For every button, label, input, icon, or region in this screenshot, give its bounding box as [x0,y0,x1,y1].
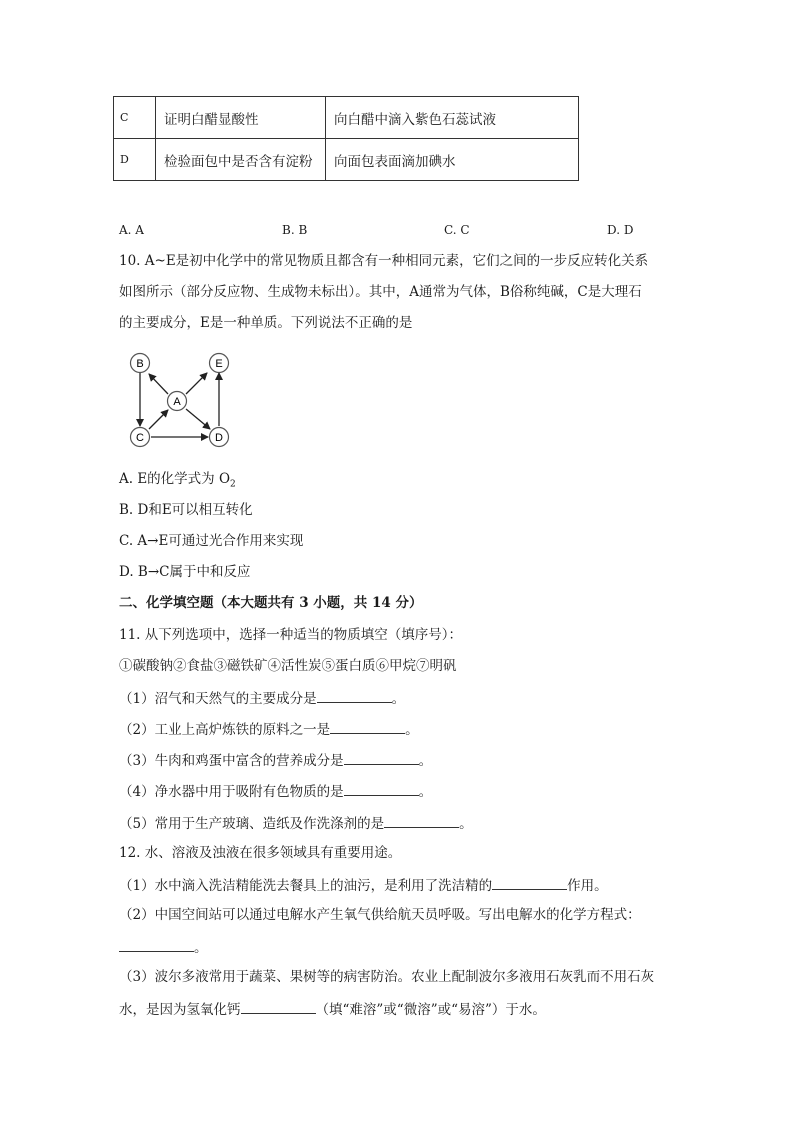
q12-part-2-line1: （2）中国空间站可以通过电解水产生氧气供给航天员呼吸。写出电解水的化学方程式： [119,907,641,923]
q10-option-c[interactable]: C. A→E可通过光合作用来实现 [119,533,304,549]
arrow-a-to-e [186,373,207,394]
q12-part-3-start: 水，是因为氢氧化钙 [119,1002,241,1018]
row-purpose: 检验面包中是否含有淀粉 [156,139,326,181]
table-row [114,139,579,181]
q11-part-end: 。 [459,816,473,832]
answer-blank[interactable] [317,688,392,703]
q11-part [119,750,432,770]
q11-part-end: 。 [418,753,433,769]
q11-choices: ①碳酸钠②食盐③磁铁矿④活性炭⑤蛋白质⑥甲烷⑦明矾 [119,658,457,674]
node-c [131,428,150,447]
row-method: 向白醋中滴入紫色石蕊试液 [326,97,579,139]
answer-blank[interactable] [492,875,567,890]
q11-part [119,781,432,801]
q12-part-1-end: 作用。 [567,878,608,894]
answer-blank[interactable] [344,781,419,796]
q12-part-3-line1: （3）波尔多液常用于蔬菜、果树等的病害防治。农业上配制波尔多液用石灰乳而不用石灰 [119,969,655,985]
q11-part-text: （2）工业上高炉炼铁的原料之一是 [119,722,331,738]
svg-text:D: D [215,432,223,444]
q10-stem-line1: 10. A~E是初中化学中的常见物质且都含有一种相同元素，它们之间的一步反应转化关系 [119,253,649,269]
svg-text:E: E [215,358,223,370]
q11-part-end: 。 [391,691,406,707]
arrow-c-to-a [149,410,168,429]
q11-part [119,719,419,739]
q12-stem: 12. 水、溶液及浊液在很多领域具有重要用途。 [119,845,402,861]
section-heading: 二、化学填空题（本大题共有 3 小题，共 14 分） [119,595,423,611]
q9-option-a[interactable]: A. A [119,223,144,237]
q9-option-b[interactable]: B. B [282,223,308,237]
q12-part-3-end: （填“难溶”或“微溶”或“易溶”）于水。 [315,1002,546,1018]
q11-part-text: （5）常用于生产玻璃、造纸及作洗涤剂的是 [119,816,385,832]
row-method: 向面包表面滴加碘水 [326,139,579,181]
q11-part-text: （1）沼气和天然气的主要成分是 [119,691,317,707]
q11-part [119,813,473,833]
answer-blank[interactable] [384,813,459,828]
q12-part-3-line2 [119,999,546,1019]
row-purpose: 证明白醋显酸性 [156,97,326,139]
row-label: C [114,97,156,139]
svg-text:B: B [136,358,144,370]
q12-part-2-end: 。 [194,940,208,956]
answer-blank[interactable] [119,937,194,952]
arrow-a-to-b [149,374,168,394]
node-e [210,354,229,373]
q11-part-text: （3）牛肉和鸡蛋中富含的营养成分是 [119,753,344,769]
row-label: D [114,139,156,181]
q11-part-end: 。 [405,722,419,738]
q10-option-a-text: A. E的化学式为 O [119,471,231,487]
q11-part-text: （4）净水器中用于吸附有色物质的是 [119,784,344,800]
arrow-a-to-d [186,409,210,429]
q10-stem-line3: 的主要成分，E是一种单质。下列说法不正确的是 [119,315,413,331]
q12-part-2-line2 [119,937,208,957]
q10-option-b[interactable]: B. D和E可以相互转化 [119,502,253,518]
svg-text:C: C [136,432,144,444]
q12-part-1-text: （1）水中滴入洗洁精能洗去餐具上的油污，是利用了洗洁精的 [119,878,493,894]
svg-text:A: A [173,396,181,408]
q9-option-d[interactable]: D. D [607,223,634,237]
node-b [131,354,150,373]
q10-option-a-subscript: 2 [230,479,236,490]
q11-stem: 11. 从下列选项中，选择一种适当的物质填空（填序号）： [119,627,463,643]
table-row [114,97,579,139]
q10-stem-line2: 如图所示（部分反应物、生成物未标出）。其中，A通常为气体，B俗称纯碱，C是大理石 [119,284,642,300]
answer-blank[interactable] [344,750,419,765]
reaction-diagram [124,347,236,453]
node-d [210,428,229,447]
experiment-table [113,96,579,181]
q11-part [119,688,405,708]
node-a [168,392,187,411]
q9-option-c[interactable]: C. C [444,223,470,237]
q10-option-a[interactable] [119,470,236,494]
answer-blank[interactable] [241,999,316,1014]
q11-part-end: 。 [418,784,433,800]
q10-option-d[interactable]: D. B→C属于中和反应 [119,564,251,580]
q12-part-1 [119,875,608,895]
answer-blank[interactable] [330,719,405,734]
